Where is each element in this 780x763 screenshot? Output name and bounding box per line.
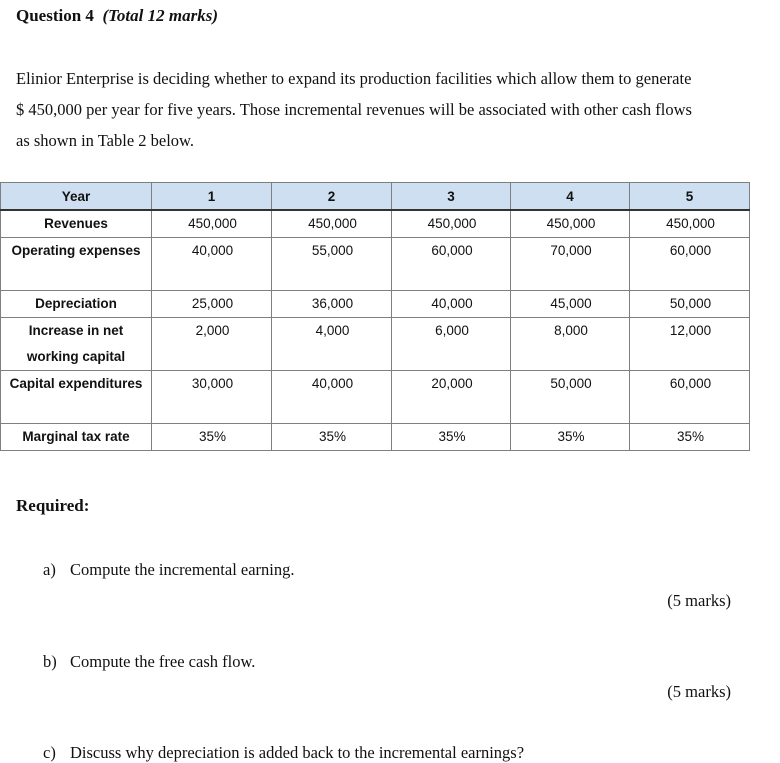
table-cell: 450,000: [630, 210, 750, 238]
part-label: a): [43, 560, 56, 579]
row-label: Increase in net working capital: [1, 318, 152, 371]
table-cell: 60,000: [630, 371, 750, 424]
table-cell: 450,000: [152, 210, 272, 238]
table-cell: 45,000: [511, 291, 630, 318]
table-cell: 40,000: [272, 371, 392, 424]
table-row: [1, 371, 750, 424]
header-cell-year: Year: [1, 183, 152, 211]
table-cell: 12,000: [630, 318, 750, 371]
table-cell: 450,000: [392, 210, 511, 238]
table-row: [1, 238, 750, 291]
part-a: [43, 560, 295, 580]
table-cell: 60,000: [392, 238, 511, 291]
table-cell: 40,000: [152, 238, 272, 291]
table-cell: 450,000: [272, 210, 392, 238]
table-row: [1, 210, 750, 238]
table-cell: 35%: [392, 424, 511, 451]
table-cell: 70,000: [511, 238, 630, 291]
table-cell: 40,000: [392, 291, 511, 318]
cash-flow-table: [0, 182, 750, 451]
table-cell: 8,000: [511, 318, 630, 371]
question-intro: [16, 63, 756, 156]
table-cell: 25,000: [152, 291, 272, 318]
intro-line: $ 450,000 per year for five years. Those incremental revenues will be associated with other cash flows: [16, 100, 692, 119]
table-cell: 450,000: [511, 210, 630, 238]
part-a-marks: (5 marks): [667, 591, 731, 610]
intro-line: as shown in Table 2 below.: [16, 131, 195, 150]
question-label: Question 4: [16, 6, 94, 25]
row-label: Depreciation: [1, 291, 152, 318]
table-cell: 35%: [152, 424, 272, 451]
part-label: b): [43, 652, 57, 671]
question-title: [16, 6, 218, 26]
table-cell: 30,000: [152, 371, 272, 424]
part-text: Compute the free cash flow.: [70, 652, 256, 671]
table-cell: 50,000: [630, 291, 750, 318]
row-label: Revenues: [1, 210, 152, 238]
header-cell-1: 1: [152, 183, 272, 211]
table-cell: 35%: [511, 424, 630, 451]
table-cell: 60,000: [630, 238, 750, 291]
header-cell-3: 3: [392, 183, 511, 211]
part-b: [43, 652, 255, 672]
table-cell: 55,000: [272, 238, 392, 291]
intro-line: Elinior Enterprise is deciding whether to expand its production facilities which allow them to generate: [16, 69, 692, 88]
header-cell-4: 4: [511, 183, 630, 211]
question-total-marks: (Total 12 marks): [102, 6, 218, 25]
part-c: [43, 743, 524, 763]
table-cell: 4,000: [272, 318, 392, 371]
part-text: Compute the incremental earning.: [70, 560, 295, 579]
header-cell-2: 2: [272, 183, 392, 211]
table-cell: 6,000: [392, 318, 511, 371]
table-row: [1, 318, 750, 371]
table-cell: 35%: [272, 424, 392, 451]
table-cell: 50,000: [511, 371, 630, 424]
table-header-row: [1, 183, 750, 211]
row-label: Operating expenses: [1, 238, 152, 291]
required-heading: Required:: [16, 496, 90, 515]
part-label: c): [43, 743, 56, 762]
table-cell: 2,000: [152, 318, 272, 371]
row-label: Marginal tax rate: [1, 424, 152, 451]
table-cell: 36,000: [272, 291, 392, 318]
part-text: Discuss why depreciation is added back to the incremental earnings?: [70, 743, 525, 762]
header-cell-5: 5: [630, 183, 750, 211]
table-row: [1, 291, 750, 318]
table-row: [1, 424, 750, 451]
part-b-marks: (5 marks): [667, 682, 731, 701]
row-label: Capital expenditures: [1, 371, 152, 424]
table-cell: 35%: [630, 424, 750, 451]
table-cell: 20,000: [392, 371, 511, 424]
